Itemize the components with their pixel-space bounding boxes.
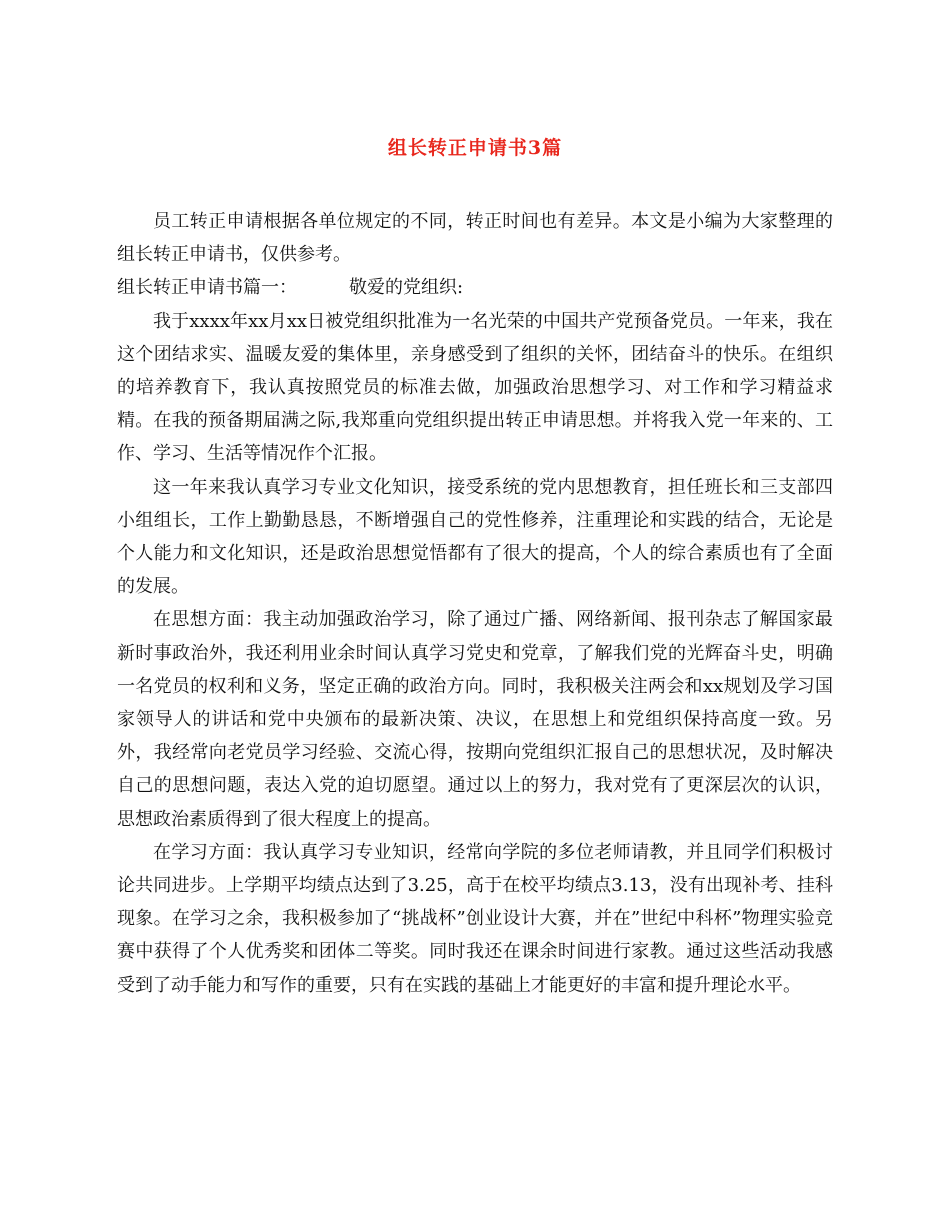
section-heading: 组长转正申请书篇一： [117, 277, 297, 299]
body-paragraph-1: 我于xxxx年xx月xx日被党组织批准为一名光荣的中国共产党预备党员。一年来，我在这个团结求实、温暖友爱的集体里，亲身感受到了组织的关怀，团结奋斗的快乐。在组织的培养教育下，我认真按照党员的标准去做，加强政治思想学习、对工作和学习精益求精。在我的预备期届满之际,我郑重向党组织提出转正申请思想。并将我入党一年来的、工作、学习、生活等情况作个汇报。 [117, 310, 833, 465]
body-paragraph-4: 在学习方面：我认真学习专业知识，经常向学院的多位老师请教，并且同学们积极讨论共同进步。上学期平均绩点达到了3.25，高于在校平均绩点3.13，没有出现补考、挂科现象。在学习之余，我积极参加了“挑战杯”创业设计大赛，并在”世纪中科杯”物理实验竞赛中获得了个人优秀奖和团体二等奖。同时我还在课余时间进行家教。通过这些活动我感受到了动手能力和写作的重要，只有在实践的基础上才能更好的丰富和提升理论水平。 [117, 841, 833, 996]
salutation: 敬爱的党组织: [349, 277, 464, 299]
body-paragraph-3: 在思想方面：我主动加强政治学习，除了通过广播、网络新闻、报刊杂志了解国家最新时事政治外，我还利用业余时间认真学习党史和党章，了解我们党的光辉奋斗史，明确一名党员的权利和义务，坚定正确的政治方向。同时，我积极关注两会和xx规划及学习国家领导人的讲话和党中央颁布的最新决策、决议，在思想上和党组织保持高度一致。另外，我经常向老党员学习经验、交流心得，按期向党组织汇报自己的思想状况，及时解决自己的思想问题，表达入党的迫切愿望。通过以上的努力，我对党有了更深层次的认识，思想政治素质得到了很大程度上的提高。 [117, 609, 833, 830]
section-heading-line [117, 271, 833, 304]
document-body [117, 205, 833, 1002]
document-title: 组长转正申请书3篇 [387, 137, 563, 159]
intro-paragraph: 员工转正申请根据各单位规定的不同，转正时间也有差异。本文是小编为大家整理的组长转正申请书，仅供参考。 [117, 211, 833, 266]
body-paragraph-2: 这一年来我认真学习专业文化知识，接受系统的党内思想教育，担任班长和三支部四小组组长，工作上勤勤恳恳，不断增强自己的党性修养，注重理论和实践的结合，无论是个人能力和文化知识，还是政治思想觉悟都有了很大的提高，个人的综合素质也有了全面的发展。 [117, 476, 833, 598]
